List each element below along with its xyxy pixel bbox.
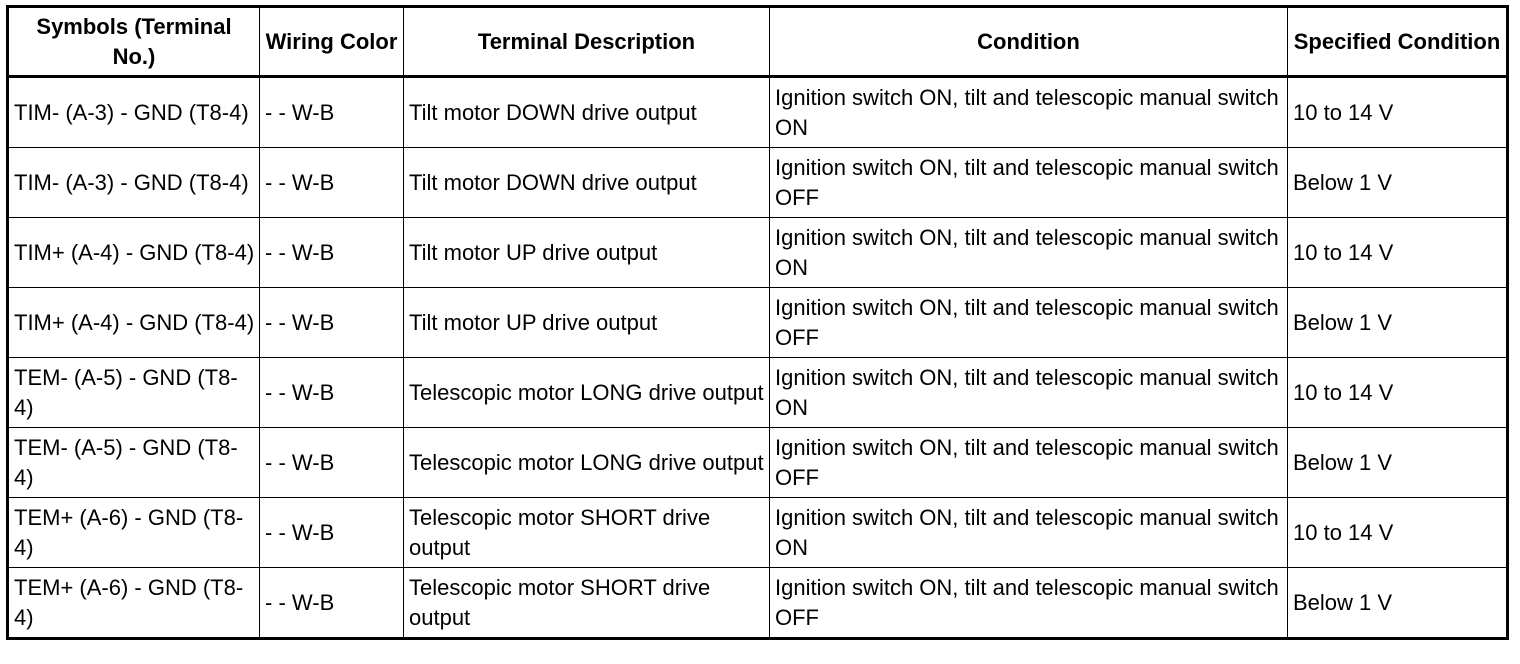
cell-symbols: TEM- (A-5) - GND (T8-4) bbox=[8, 358, 260, 428]
table-row bbox=[8, 568, 1508, 639]
cell-terminal-description: Tilt motor UP drive output bbox=[404, 218, 770, 288]
cell-terminal-description: Telescopic motor LONG drive output bbox=[404, 358, 770, 428]
terminal-spec-table bbox=[6, 5, 1509, 640]
table-row bbox=[8, 77, 1508, 148]
cell-terminal-description: Tilt motor UP drive output bbox=[404, 288, 770, 358]
cell-specified-condition: 10 to 14 V bbox=[1288, 77, 1508, 148]
cell-condition: Ignition switch ON, tilt and telescopic manual switch ON bbox=[770, 218, 1288, 288]
header-terminal-description: Terminal Description bbox=[404, 7, 770, 77]
cell-condition: Ignition switch ON, tilt and telescopic manual switch OFF bbox=[770, 568, 1288, 639]
cell-condition: Ignition switch ON, tilt and telescopic manual switch ON bbox=[770, 498, 1288, 568]
cell-condition: Ignition switch ON, tilt and telescopic manual switch OFF bbox=[770, 428, 1288, 498]
table-row bbox=[8, 218, 1508, 288]
cell-symbols: TEM- (A-5) - GND (T8-4) bbox=[8, 428, 260, 498]
cell-symbols: TIM+ (A-4) - GND (T8-4) bbox=[8, 218, 260, 288]
cell-wiring-color: - - W-B bbox=[260, 428, 404, 498]
table-row bbox=[8, 498, 1508, 568]
cell-wiring-color: - - W-B bbox=[260, 288, 404, 358]
cell-condition: Ignition switch ON, tilt and telescopic manual switch ON bbox=[770, 77, 1288, 148]
cell-specified-condition: 10 to 14 V bbox=[1288, 358, 1508, 428]
cell-terminal-description: Telescopic motor SHORT drive output bbox=[404, 568, 770, 639]
cell-symbols: TIM- (A-3) - GND (T8-4) bbox=[8, 77, 260, 148]
cell-symbols: TEM+ (A-6) - GND (T8-4) bbox=[8, 568, 260, 639]
cell-wiring-color: - - W-B bbox=[260, 148, 404, 218]
cell-condition: Ignition switch ON, tilt and telescopic manual switch OFF bbox=[770, 148, 1288, 218]
cell-wiring-color: - - W-B bbox=[260, 498, 404, 568]
cell-symbols: TEM+ (A-6) - GND (T8-4) bbox=[8, 498, 260, 568]
cell-wiring-color: - - W-B bbox=[260, 568, 404, 639]
cell-wiring-color: - - W-B bbox=[260, 358, 404, 428]
cell-specified-condition: Below 1 V bbox=[1288, 288, 1508, 358]
cell-terminal-description: Telescopic motor LONG drive output bbox=[404, 428, 770, 498]
cell-specified-condition: Below 1 V bbox=[1288, 148, 1508, 218]
table-row bbox=[8, 148, 1508, 218]
cell-terminal-description: Tilt motor DOWN drive output bbox=[404, 148, 770, 218]
cell-wiring-color: - - W-B bbox=[260, 77, 404, 148]
cell-condition: Ignition switch ON, tilt and telescopic manual switch ON bbox=[770, 358, 1288, 428]
cell-terminal-description: Tilt motor DOWN drive output bbox=[404, 77, 770, 148]
table-row bbox=[8, 358, 1508, 428]
cell-condition: Ignition switch ON, tilt and telescopic manual switch OFF bbox=[770, 288, 1288, 358]
cell-specified-condition: Below 1 V bbox=[1288, 428, 1508, 498]
cell-symbols: TIM+ (A-4) - GND (T8-4) bbox=[8, 288, 260, 358]
cell-specified-condition: Below 1 V bbox=[1288, 568, 1508, 639]
cell-terminal-description: Telescopic motor SHORT drive output bbox=[404, 498, 770, 568]
cell-wiring-color: - - W-B bbox=[260, 218, 404, 288]
header-wiring-color: Wiring Color bbox=[260, 7, 404, 77]
cell-symbols: TIM- (A-3) - GND (T8-4) bbox=[8, 148, 260, 218]
header-specified-condition: Specified Condition bbox=[1288, 7, 1508, 77]
cell-specified-condition: 10 to 14 V bbox=[1288, 218, 1508, 288]
table-header-row bbox=[8, 7, 1508, 77]
spec-table-container bbox=[6, 5, 1509, 640]
header-symbols: Symbols (Terminal No.) bbox=[8, 7, 260, 77]
header-condition: Condition bbox=[770, 7, 1288, 77]
table-row bbox=[8, 288, 1508, 358]
cell-specified-condition: 10 to 14 V bbox=[1288, 498, 1508, 568]
table-row bbox=[8, 428, 1508, 498]
